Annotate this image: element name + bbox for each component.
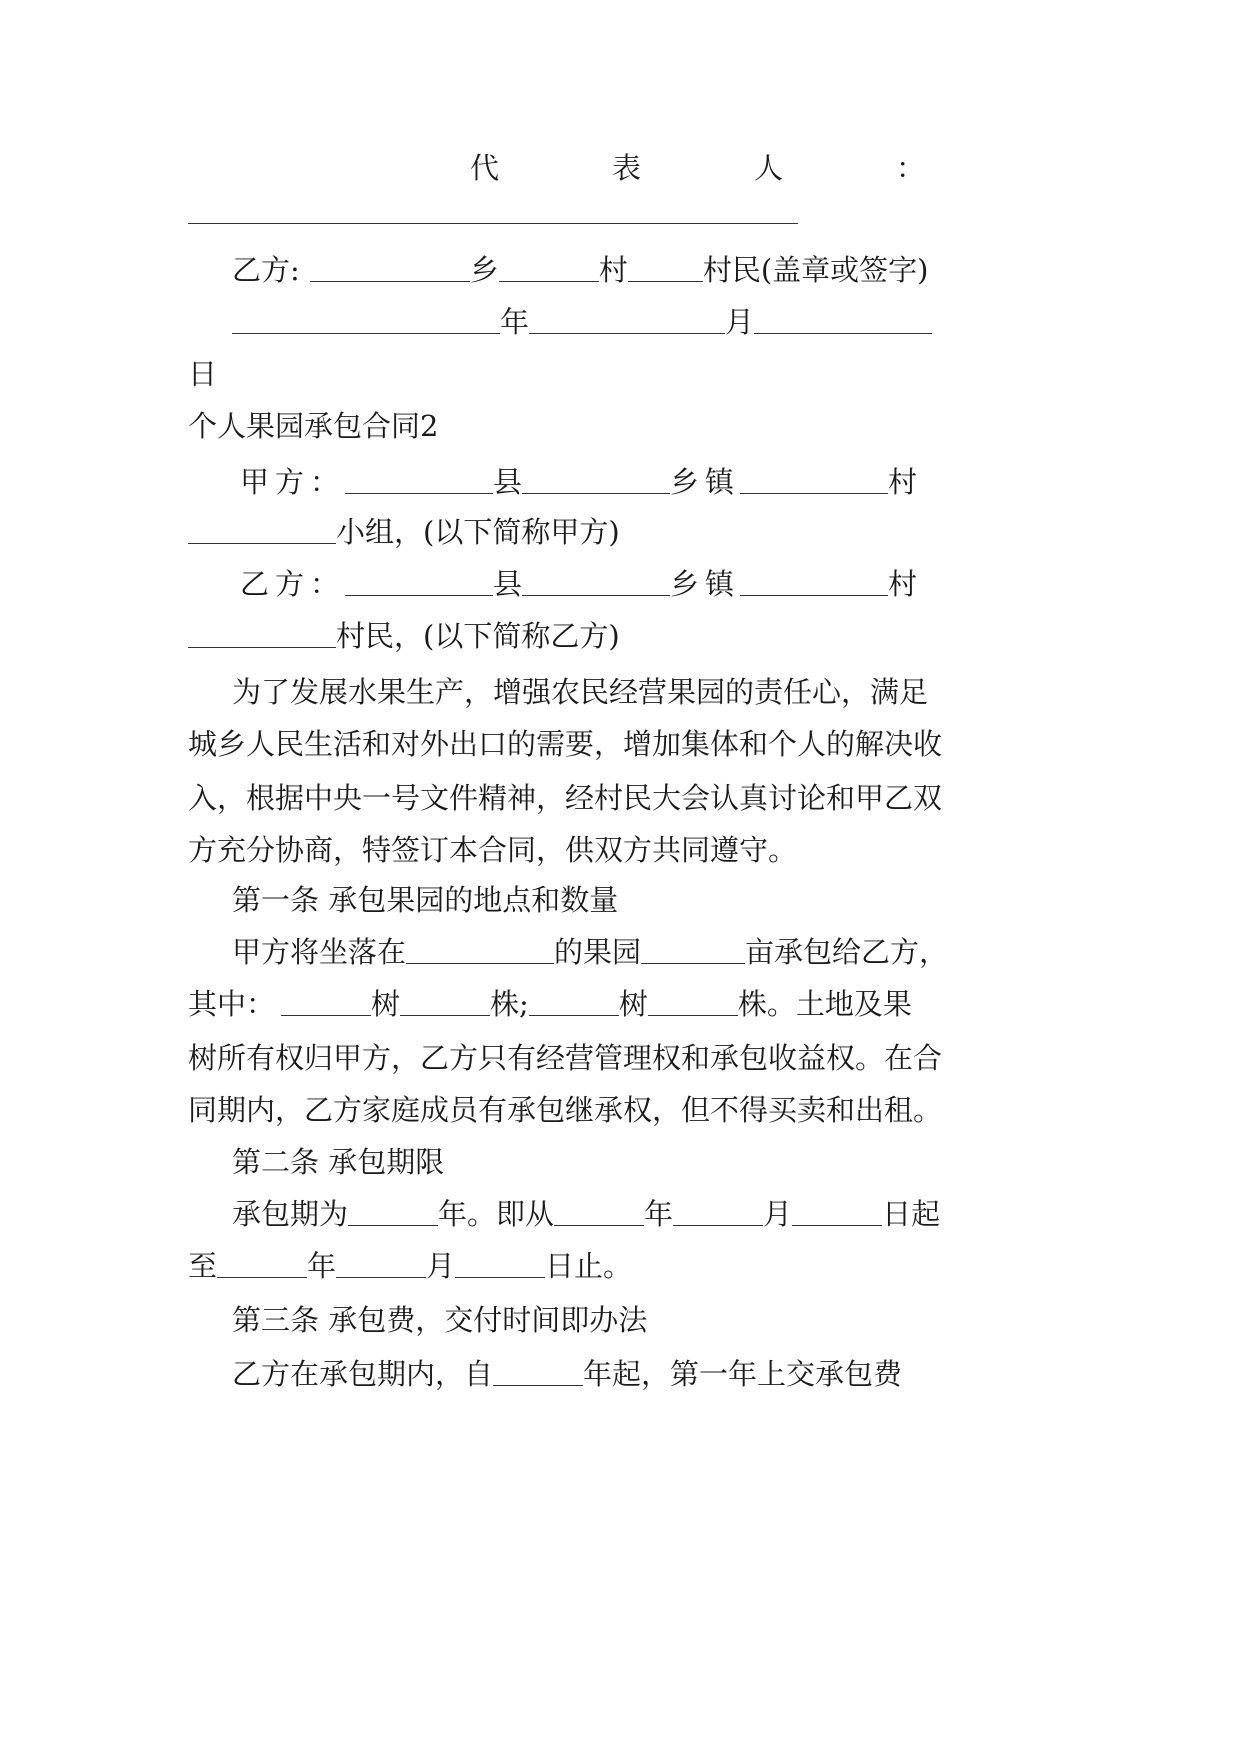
xiangzhen-label: 乡镇 <box>670 567 741 601</box>
text: 甲方将坐落在 <box>232 935 407 969</box>
blank <box>336 1247 426 1278</box>
blank <box>529 303 725 334</box>
representative-blank-line <box>188 188 1048 236</box>
blank <box>522 463 670 494</box>
xiangzhen-label: 乡镇 <box>670 465 741 499</box>
rep-colon: ： <box>895 151 925 185</box>
signature-blank <box>188 193 798 224</box>
party-b-line <box>240 560 940 608</box>
blank <box>792 1195 882 1226</box>
text: 株; <box>490 987 529 1021</box>
intro-line-2: 城乡人民生活和对外出口的需要，增加集体和个人的解决收 <box>188 727 943 761</box>
text: 的果园 <box>554 935 642 969</box>
blank <box>345 463 493 494</box>
blank <box>310 251 470 282</box>
representative-label <box>470 144 925 192</box>
day-label: 日 <box>188 357 218 391</box>
party-a-line-2 <box>188 508 1048 556</box>
blank <box>740 565 888 596</box>
blank <box>522 565 670 596</box>
blank <box>628 251 703 282</box>
blank <box>217 1247 307 1278</box>
text: 株。土地及果 <box>737 987 912 1021</box>
text: 年 <box>307 1249 337 1283</box>
cun-label: 村 <box>888 465 918 499</box>
blank <box>188 617 336 648</box>
blank <box>281 985 371 1016</box>
text: 其中： <box>188 987 276 1021</box>
article-2-line-2 <box>188 1242 1048 1290</box>
blank <box>188 513 336 544</box>
article-3-line-1 <box>232 1350 1092 1398</box>
xian-label: 县 <box>493 567 523 601</box>
text: 年。即从 <box>438 1197 555 1231</box>
text: 日止。 <box>545 1249 633 1283</box>
blank <box>648 985 738 1016</box>
rep-char-3: 人 <box>753 151 783 185</box>
article-1-line-1 <box>232 928 1092 976</box>
blank <box>554 1195 644 1226</box>
article-1-title: 第一条 承包果园的地点和数量 <box>232 883 619 917</box>
blank <box>499 251 599 282</box>
text: 年起，第一年上交承包费 <box>583 1357 903 1391</box>
party-a-suffix: 小组，(以下简称甲方) <box>336 515 620 549</box>
text: 月 <box>426 1249 456 1283</box>
article-1-line-3: 树所有权归甲方，乙方只有经营管理权和承包收益权。在合 <box>188 1041 943 1075</box>
intro-line-4: 方充分协商，特签订本合同，供双方共同遵守。 <box>188 833 798 867</box>
blank <box>493 1355 583 1386</box>
text: 承包期为 <box>232 1197 349 1231</box>
article-2-title: 第二条 承包期限 <box>232 1145 445 1179</box>
blank <box>406 933 554 964</box>
intro-line-3: 入，根据中央一号文件精神，经村民大会认真讨论和甲乙双 <box>188 781 943 815</box>
party-a-line <box>240 458 940 506</box>
party-b-label: 乙方： <box>240 567 346 601</box>
intro-line-1: 为了发展水果生产，增强农民经营果园的责任心，满足 <box>232 675 929 709</box>
contract-heading: 个人果园承包合同2 <box>188 409 439 443</box>
blank <box>348 1195 438 1226</box>
blank <box>400 985 490 1016</box>
cun-label: 村 <box>888 567 918 601</box>
blank <box>754 303 932 334</box>
party-b-line-2 <box>188 612 1048 660</box>
text: 树 <box>618 987 648 1021</box>
article-2-line-1 <box>232 1190 1092 1238</box>
xian-label: 县 <box>493 465 523 499</box>
party-a-label: 甲方： <box>240 465 346 499</box>
article-1-line-2 <box>188 980 1048 1028</box>
article-1-line-4: 同期内，乙方家庭成员有承包继承权，但不得买卖和出租。 <box>188 1093 943 1127</box>
party-b-label: 乙方: <box>232 253 300 287</box>
text: 年 <box>644 1197 674 1231</box>
signature-suffix: 村民(盖章或签字) <box>702 253 929 287</box>
month-label: 月 <box>725 305 755 339</box>
blank <box>529 985 619 1016</box>
blank <box>345 565 493 596</box>
blank <box>673 1195 763 1226</box>
rep-char-1: 代 <box>470 151 500 185</box>
rep-char-2: 表 <box>611 151 641 185</box>
blank <box>232 303 500 334</box>
blank <box>641 933 745 964</box>
text: 树 <box>371 987 401 1021</box>
party-b-suffix: 村民，(以下简称乙方) <box>336 619 620 653</box>
date-line <box>232 298 1092 346</box>
blank <box>740 463 888 494</box>
text: 月 <box>763 1197 793 1231</box>
text: 至 <box>188 1249 218 1283</box>
blank <box>455 1247 545 1278</box>
party-b-signature-line <box>232 246 1092 294</box>
article-3-title: 第三条 承包费，交付时间即办法 <box>232 1303 648 1337</box>
year-label: 年 <box>500 305 530 339</box>
text: 乙方在承包期内，自 <box>232 1357 494 1391</box>
text: 亩承包给乙方， <box>745 935 949 969</box>
text: 日起 <box>882 1197 941 1231</box>
cun-label: 村 <box>598 253 628 287</box>
xiang-label: 乡 <box>469 253 499 287</box>
